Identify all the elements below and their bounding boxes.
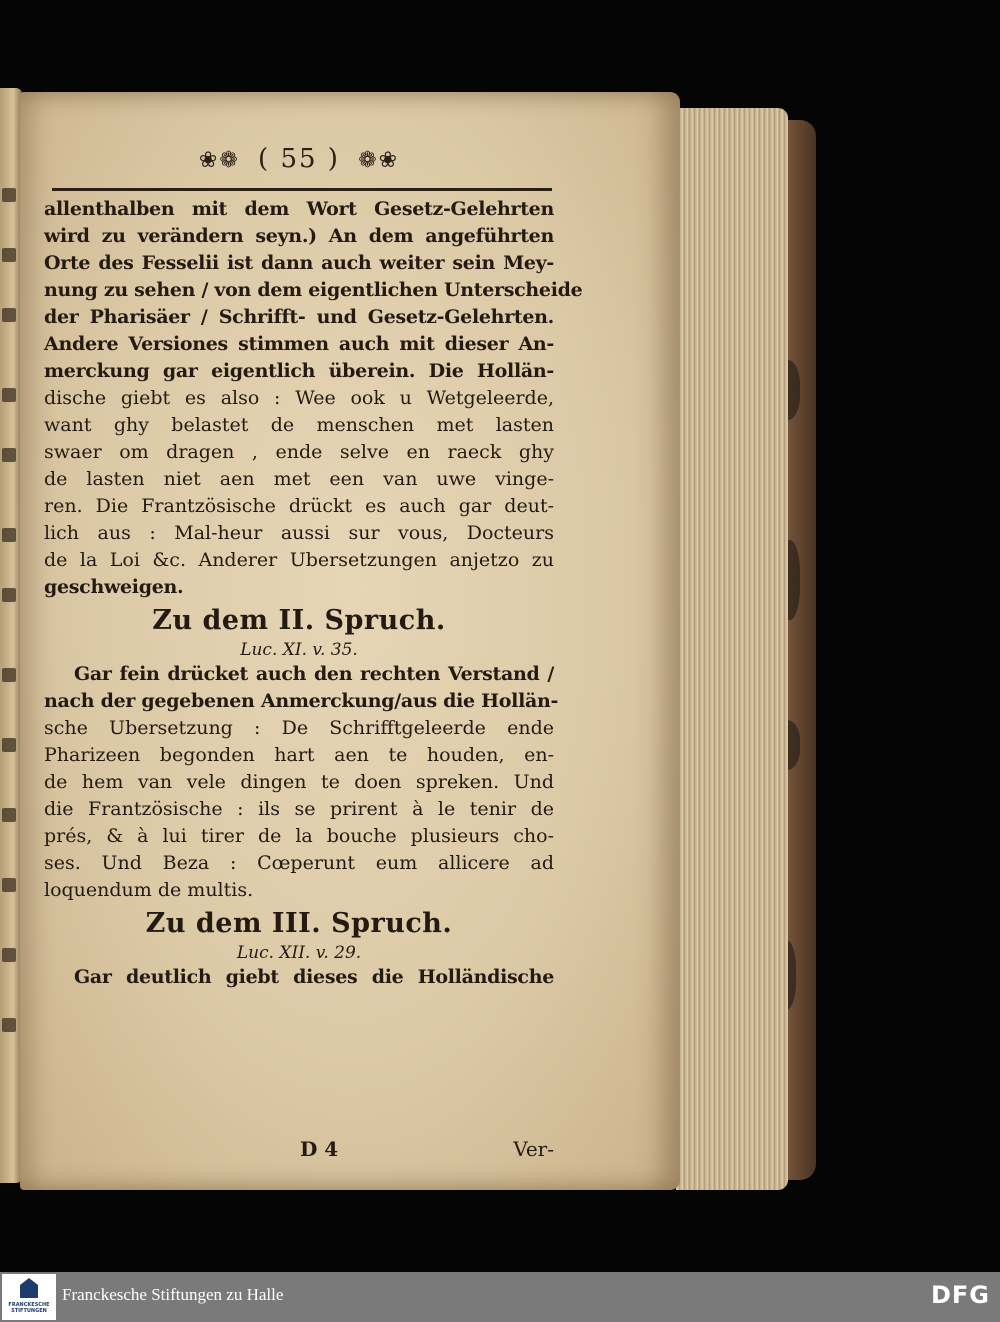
building-icon — [20, 1278, 38, 1298]
page-body — [44, 196, 583, 991]
text-line: nung zu sehen / von dem eigentlichen Unterscheide — [44, 279, 583, 301]
page-footer — [44, 1137, 554, 1167]
text-line: Andere Versiones stimmen auch mit dieser An- — [44, 333, 554, 355]
text-line: die Frantzösische : ils se prirent à le tenir de — [44, 798, 554, 820]
text-line: de hem van vele dingen te doen spreken. Und — [44, 771, 554, 793]
text-line: Orte des Fesselii ist dann auch weiter sein Mey- — [44, 252, 554, 274]
text-line: lich aus : Mal-heur aussi sur vous, Docteurs — [44, 522, 554, 544]
scripture-reference-3: Luc. XII. v. 29. — [236, 943, 362, 963]
section-heading-2: Zu dem II. Spruch. — [152, 605, 446, 636]
text-line: nach der gegebenen Anmerckung/aus die Hollän- — [44, 690, 559, 712]
book-page — [20, 92, 680, 1190]
text-line: dische giebt es also : Wee ook u Wetgeleerde, — [44, 387, 554, 409]
text-line: loquendum de multis. — [44, 879, 254, 901]
catchword: Ver- — [513, 1137, 554, 1161]
text-line: de lasten niet aen met een van uwe vinge- — [44, 468, 554, 490]
logo-text: FRANCKESCHE STIFTUNGEN — [8, 1302, 50, 1314]
viewer-footer-bar — [0, 1272, 1000, 1322]
section-heading-3: Zu dem III. Spruch. — [145, 908, 453, 939]
text-line: prés, & à lui tirer de la bouche plusieurs cho- — [44, 825, 554, 847]
dfg-logo[interactable]: DFG — [930, 1281, 990, 1309]
ornament-icon: ❁❀ — [358, 148, 400, 173]
text-line: want ghy belastet de menschen met lasten — [44, 414, 554, 436]
text-line: ses. Und Beza : Cœperunt eum allicere ad — [44, 852, 554, 874]
text-line: swaer om dragen , ende selve en raeck ghy — [44, 441, 554, 463]
text-line: der Pharisäer / Schrifft- und Gesetz-Gelehrten. — [44, 306, 554, 328]
page-number: ( 55 ) — [258, 144, 340, 174]
header-rule — [52, 188, 552, 191]
institution-logo[interactable] — [2, 1274, 56, 1320]
text-line: sche Ubersetzung : De Schrifftgeleerde ende — [44, 717, 554, 739]
text-line: geschweigen. — [44, 576, 184, 598]
text-line: Gar fein drücket auch den rechten Verstand / — [74, 663, 554, 685]
scripture-reference-2: Luc. XI. v. 35. — [240, 640, 358, 660]
institution-name[interactable]: Franckesche Stiftungen zu Halle — [62, 1285, 284, 1304]
ornament-icon: ❀❁ — [198, 148, 240, 173]
signature-mark: D 4 — [300, 1137, 339, 1161]
text-line: ren. Die Frantzösische drückt es auch gar deut- — [44, 495, 554, 517]
text-line: Pharizeen begonden hart aen te houden, en- — [44, 744, 554, 766]
text-line: Gar deutlich giebt dieses die Holländische — [74, 966, 554, 988]
facing-page-sliver — [0, 88, 22, 1183]
running-header — [50, 144, 548, 174]
text-line: de la Loi &c. Anderer Ubersetzungen anjetzo zu — [44, 549, 554, 571]
text-line: allenthalben mit dem Wort Gesetz-Gelehrten — [44, 198, 554, 220]
page-edges — [676, 108, 788, 1190]
text-line: wird zu verändern seyn.) An dem angeführten — [44, 225, 554, 247]
text-line: merckung gar eigentlich überein. Die Hollän- — [44, 360, 554, 382]
